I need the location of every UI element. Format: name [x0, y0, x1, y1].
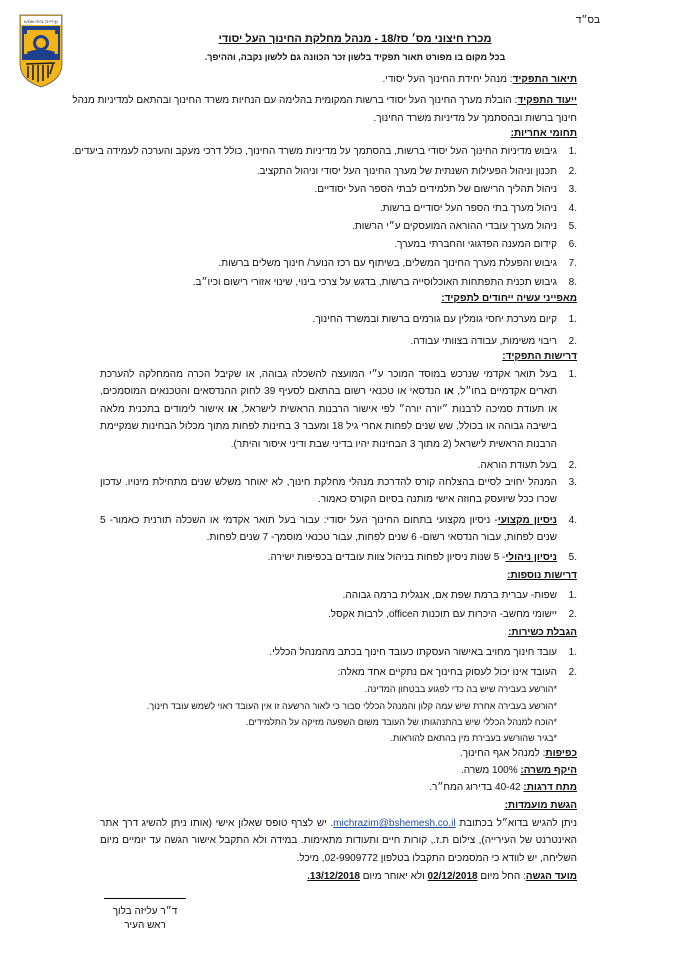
- role-description: [383, 73, 577, 86]
- text: ולא יאוחר מיום: [359, 871, 428, 882]
- requirements-heading: דרישות התפקיד:: [502, 351, 577, 362]
- list-item: תכנון וניהול הפעילות השנתית של מערך החינוך העל יסודי וניהול התקציב.: [256, 166, 557, 177]
- list-item: גיבוש תכנית התפתחות האוכלוסייה ברשות, בדגש על צרכי בינוי, שינוי אזורי רישום וכיו״ב.: [192, 277, 557, 288]
- text: - ניסיון מקצועי בתחום החינוך העל יסודי: עבור בעל תואר אקדמי או השכלה תורנית כאמור- 5 שנים לפחות, עבור הנדסאי רשום- 6 שנים לפחות, עבור טכנאי מוסמך- 7 שנים לפחות.: [100, 515, 557, 544]
- additional-heading: דרישות נוספות:: [507, 570, 577, 581]
- list-number: 1.: [568, 369, 577, 380]
- list-number: 3.: [568, 184, 577, 195]
- requirement-management-experience: [268, 551, 557, 564]
- subordination: [460, 747, 577, 760]
- text: או: [444, 386, 454, 398]
- list-number: 1.: [568, 314, 577, 325]
- eligibility-heading: הגבלת כשירות:: [508, 627, 577, 638]
- list-item: ניהול מערך עובדי ההוראה המועסקים ע״י הרשות.: [352, 221, 557, 232]
- characteristics-heading: מאפייני עשיה ייחודים לתפקיד:: [441, 293, 577, 304]
- text: : החל מיום: [477, 871, 526, 882]
- email-link[interactable]: michrazim@bshemesh.co.il: [333, 818, 456, 829]
- role-description-label: תיאור התפקיד: [512, 74, 577, 85]
- requirement-teaching-certificate: בעל תעודת הוראה.: [477, 460, 557, 471]
- bullet-item: *הורשע בעבירה אחרת שיש עמה קלון והמנהל הכללי סבור כי לאור הרשעה זו אין העובד ראוי לשמש עובד חינוך.: [146, 701, 557, 711]
- text: . יש לצרף טופס שאלון אישי (אותו ניתן להשיג דרך אתר האינטרנט של העירייה), צילום ת.ז., קורות חיים ותעודות מתאימות. במידה ולא התקבל אישור הגשה עד יומיים מיום השליחה, יש לוודא כי המסמכים התקבלו בטלפון 02-9909772, מיכל.: [100, 818, 577, 864]
- text: בעל תואר אקדמי שנרכש במוסד המוכר ע״י המועצה להשכלה גבוהה, או שקיבל הכרה מהמחלקה להערכת תארים אקדמיים בחו״ל,: [100, 369, 557, 398]
- bullet-item: *הוכח למנהל הכללי שיש בהתנהגותו של העובד משום השפעה מזיקה על התלמידים.: [245, 717, 557, 727]
- list-item: גיבוש והפעלת מערך החינוך המשלים, בשיתוף עם רכז הנוער/ חינוך משלים ברשות.: [218, 258, 557, 269]
- list-number: 3.: [568, 477, 577, 488]
- text: 100% משרה.: [461, 765, 521, 776]
- list-number: 5.: [568, 221, 577, 232]
- list-item: יישומי מחשב- היכרות עם תוכנות הoffice, לרבות אקסל.: [328, 609, 557, 620]
- list-item: ריבוי משימות, עבודה בצוותי עבודה.: [410, 336, 557, 347]
- signature-title: ראש העיר: [124, 920, 166, 931]
- requirement-course: המנהל יחויב לסיים בהצלחה קורס להדרכת מנהלי מחלקת חינוך, לא יאוחר משלש שנים מתחילת מינויו. עדכון שכרו ככל שיועסק בחוזה אישי מותנה בסיום הקורס כאמור.: [100, 477, 557, 506]
- list-number: 5.: [568, 552, 577, 563]
- page-subtitle: בכל מקום בו מפורט תאור תפקיד בלשון זכר הכוונה גם ללשון נקבה, וההיפך.: [204, 52, 506, 62]
- bsd-mark: בס״ד: [575, 15, 600, 26]
- text: - 5 שנות ניסיון לפחות בניהול צוות עובדים בכפיפות ישירה.: [267, 552, 506, 563]
- list-item: ניהול מערך בתי הספר העל יסודיים ברשות.: [379, 203, 557, 214]
- text: הנדסאי או טכנאי רשום בהתאם לסעיף 39 לחוק ההנדסאים והטכנאים המוסמכים, או תעודת סמיכה לרבנות ״יורה יורה״ לפי אישור הרבנות הראשית לישראל,: [100, 386, 558, 415]
- list-item: קיום מערכת יחסי גומלין עם גורמים ברשות ובמשרד החינוך.: [312, 314, 557, 325]
- role-purpose-line1: : הובלת מערך החינוך העל יסודי ברשות המקומית בהלימה עם הנחיות משרד החינוך ובהתאם למדיניות מנהל: [72, 95, 518, 106]
- svg-text:עיריית בית-שמש: עיריית בית-שמש: [24, 19, 58, 25]
- end-date: 13/12/2018.: [307, 871, 360, 882]
- bullet-item: *בגיר שהורשע בעבירת מין בהתאם להוראות.: [390, 733, 557, 743]
- list-number: 2.: [568, 336, 577, 347]
- list-item: העובד אינו יכול לעסוק בחינוך אם נתקיים אחד מאלה:: [337, 667, 557, 678]
- text: : למנהל אגף החינוך.: [459, 748, 546, 759]
- list-number: 2.: [568, 460, 577, 471]
- list-number: 1.: [568, 647, 577, 658]
- responsibilities-heading: תחומי אחריות:: [510, 128, 577, 139]
- label: ניסיון ניהולי: [505, 552, 557, 563]
- requirement-professional-experience: [100, 512, 557, 547]
- submission-deadline: [307, 870, 577, 883]
- label: מועד הגשה: [525, 871, 577, 882]
- list-number: 4.: [568, 203, 577, 214]
- role-purpose: [72, 94, 577, 107]
- role-description-text: : מנהל יחידת החינוך העל יסודי.: [382, 74, 513, 85]
- role-purpose-label: ייעוד התפקיד: [517, 95, 577, 106]
- list-item: גיבוש מדיניות החינוך העל יסודי ברשות, בהסתמך על מדיניות משרד החינוך, כולל דרכי מעקב והערכה לעמידה ביעדים.: [71, 146, 557, 157]
- list-item: ניהול תהליך הרישום של תלמידים לבתי הספר העל יסודיים.: [314, 184, 557, 195]
- label: כפיפות: [545, 748, 577, 759]
- logo: [19, 14, 63, 88]
- page-title: מכרז חיצוני מס׳ סז/18 - מנהל מחלקת החינוך העל יסודי: [218, 33, 492, 45]
- start-date: 02/12/2018: [427, 871, 478, 882]
- submission-text: [100, 815, 577, 867]
- text: 40-42 בדירוג המח״ר.: [429, 782, 524, 793]
- submission-heading: הגשת מועמדות:: [504, 800, 577, 811]
- list-number: 2.: [568, 166, 577, 177]
- label: היקף משרה:: [520, 765, 577, 776]
- role-purpose-line2: חינוך ברשות ובהסתמך על מדיניות משרד החינוך.: [373, 113, 577, 124]
- signature-line: [104, 898, 186, 899]
- list-item: שפות- עברית ברמת שפת אם, אנגלית ברמה גבוהה.: [342, 590, 557, 601]
- list-number: 2.: [568, 667, 577, 678]
- label: מתח דרגות:: [523, 782, 577, 793]
- signature-name: ד״ר עליזה בלוך: [112, 906, 178, 917]
- text: אישור לימודים בתכנית מלאה בישיבה גבוהה או בכולל, שש שנים לפחות אחרי גיל 18 ומעבר 3 בחינות לפחות מתוך מכלול הבחינות שמקיימת הרבנות הראשית לישראל (2 מתוך 3 הבחינות יהיו בדיני שבת ודיני איסור והיתר).: [100, 403, 557, 450]
- list-item: עובד חינוך מחויב באישור העסקתו כעובד חינוך בכתב מהמנהל הכללי.: [269, 647, 557, 658]
- requirement-education: [100, 366, 557, 453]
- list-number: 4.: [568, 515, 577, 526]
- text: ניתן להגיש בדוא״ל בכתובת: [455, 818, 577, 829]
- list-number: 1.: [568, 146, 577, 157]
- job-scope: [461, 764, 577, 777]
- list-number: 6.: [568, 239, 577, 250]
- list-number: 2.: [568, 609, 577, 620]
- bullet-item: *הורשע בעבירה שיש בה כדי לפגוע בבטחון המדינה.: [364, 684, 557, 694]
- list-item: קידום המענה הפדגוגי והחברתי במערך.: [394, 239, 557, 250]
- list-number: 7.: [568, 258, 577, 269]
- text: או: [227, 403, 238, 415]
- grade-range: [429, 781, 577, 794]
- list-number: 1.: [568, 590, 577, 601]
- label: ניסיון מקצועי: [497, 515, 557, 526]
- list-number: 8.: [568, 277, 577, 288]
